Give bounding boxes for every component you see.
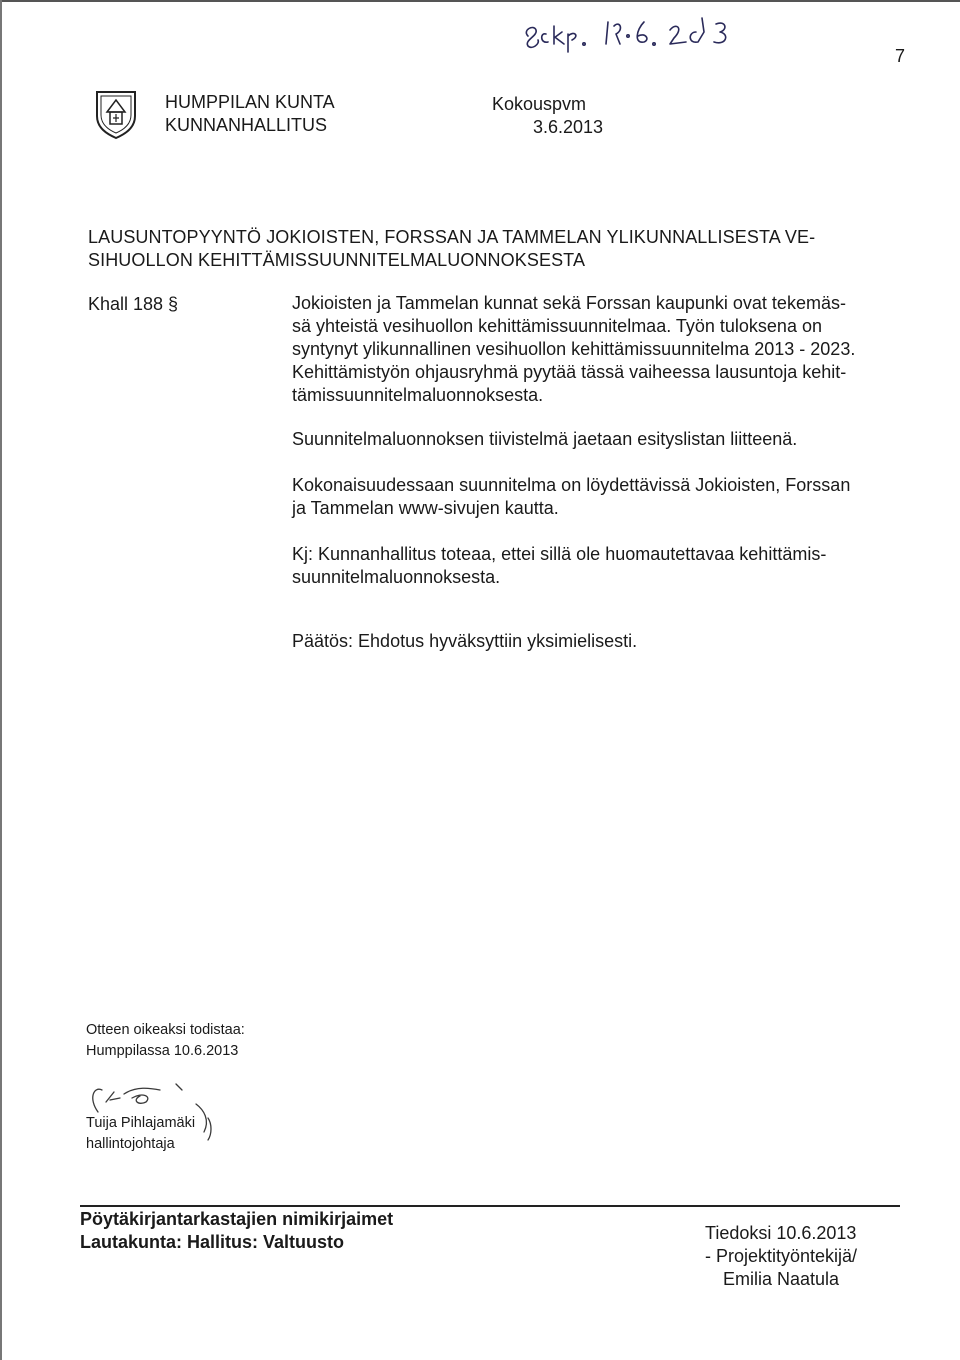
paragraph-background: [292, 292, 912, 407]
decision-text: Päätös: Ehdotus hyväksyttiin yksimielisesti.: [292, 631, 638, 651]
distribution-recipient-name: Emilia Naatula: [723, 1269, 840, 1289]
distribution-recipient-role: - Projektityöntekijä/: [705, 1246, 858, 1266]
document-title: [88, 226, 815, 272]
certification-block: [86, 1020, 245, 1062]
scan-edge-left: [0, 0, 2, 1360]
organization-name: [165, 91, 335, 137]
paragraph-summary: [292, 428, 912, 451]
footer-left-line1: Pöytäkirjantarkastajien nimikirjaimet: [80, 1209, 394, 1229]
signer-title: hallintojohtaja: [86, 1136, 175, 1152]
signer-block: [86, 1113, 195, 1155]
section-reference: Khall 188 §: [88, 294, 179, 314]
scan-edge-top: [0, 0, 960, 2]
meeting-info: [492, 93, 603, 139]
text-line: tämissuunnitelmaluonnoksesta.: [292, 385, 544, 405]
paragraph-availability: [292, 474, 912, 520]
handwritten-annotation: [520, 8, 780, 56]
footer-left-line2: Lautakunta: Hallitus: Valtuusto: [80, 1232, 345, 1252]
paragraph-proposal: [292, 543, 912, 589]
text-line: Jokioisten ja Tammelan kunnat sekä Forssan kaupunki ovat tekemäs-: [292, 293, 846, 313]
certification-line2: Humppilassa 10.6.2013: [86, 1043, 239, 1059]
footer-divider: [80, 1205, 900, 1207]
org-name-line1: HUMPPILAN KUNTA: [165, 92, 335, 112]
text-line: sä yhteistä vesihuollon kehittämissuunnitelmaa. Työn tuloksena on: [292, 316, 822, 336]
page-number: 7: [895, 46, 906, 66]
municipal-crest-icon: [93, 88, 139, 140]
text-line: suunnitelmaluonnoksesta.: [292, 567, 501, 587]
signer-name: Tuija Pihlajamäki: [86, 1115, 196, 1131]
distribution-date: Tiedoksi 10.6.2013: [705, 1223, 857, 1243]
title-line2: SIHUOLLON KEHITTÄMISSUUNNITELMALUONNOKSESTA: [88, 250, 586, 270]
text-line: syntynyt ylikunnallinen vesihuollon kehittämissuunnitelma 2013 - 2023.: [292, 339, 856, 359]
footer-initials: [80, 1208, 393, 1254]
org-name-line2: KUNNANHALLITUS: [165, 115, 328, 135]
text-line: ja Tammelan www-sivujen kautta.: [292, 498, 559, 518]
meeting-date-label: Kokouspvm: [492, 94, 587, 114]
paragraph-decision: [292, 630, 912, 653]
text-line: Suunnitelmaluonnoksen tiivistelmä jaetaan esityslistan liitteenä.: [292, 429, 798, 449]
title-line1: LAUSUNTOPYYNTÖ JOKIOISTEN, FORSSAN JA TAMMELAN YLIKUNNALLISESTA VE-: [88, 227, 816, 247]
text-line: Kokonaisuudessaan suunnitelma on löydettävissä Jokioisten, Forssan: [292, 475, 851, 495]
meeting-date: 3.6.2013: [533, 117, 604, 137]
text-line: Kehittämistyön ohjausryhmä pyytää tässä vaiheessa lausuntoja kehit-: [292, 362, 847, 382]
footer-distribution: [705, 1222, 857, 1291]
text-line: Kj: Kunnanhallitus toteaa, ettei sillä ole huomautettavaa kehittämis-: [292, 544, 827, 564]
certification-line1: Otteen oikeaksi todistaa:: [86, 1022, 245, 1038]
